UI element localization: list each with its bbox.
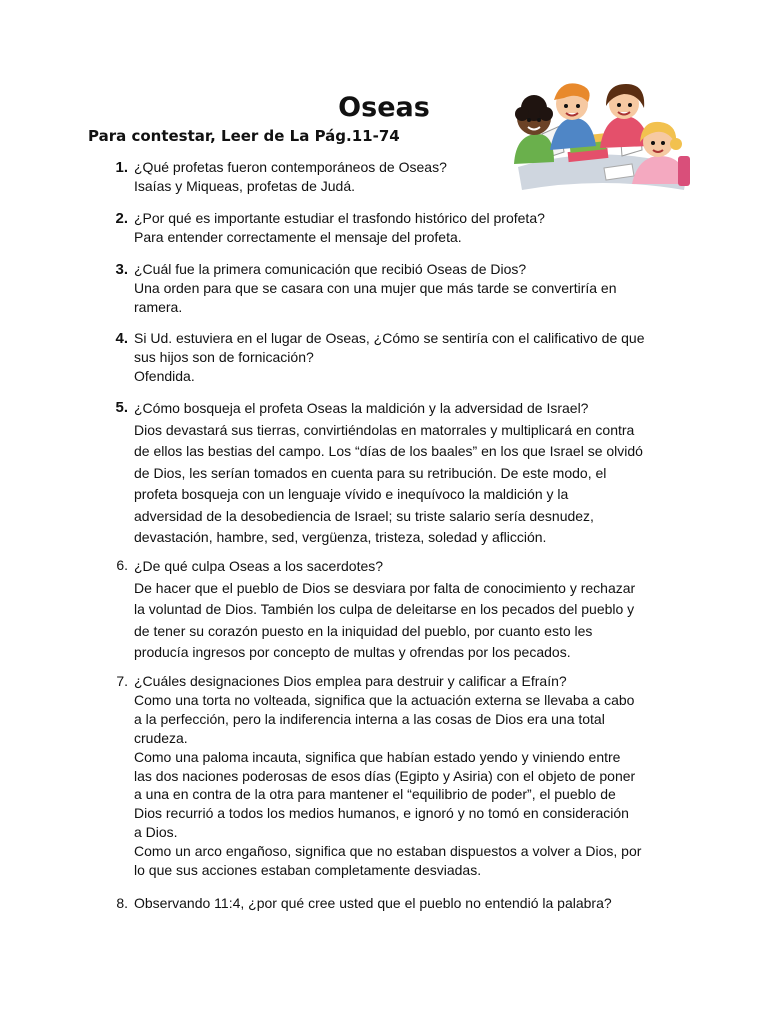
question-number: 7. bbox=[116, 673, 128, 689]
question-body bbox=[134, 672, 682, 880]
answer-text: de tener su corazón puesto en la iniquidad del pueblo, por cuanto esto les bbox=[134, 622, 593, 639]
answer-text: Para entender correctamente el mensaje del profeta. bbox=[134, 229, 462, 245]
question-number: 3. bbox=[115, 261, 128, 278]
answer-text: de Dios, les serían tomados en cuenta para su retribución. De este modo, el bbox=[134, 464, 607, 481]
answer-text: a Dios. bbox=[134, 824, 178, 841]
answer-text: Como un arco engañoso, significa que no estaban dispuestos a volver a Dios, por bbox=[134, 843, 642, 860]
answer-text: Como una torta no volteada, significa que la actuación externa se llevaba a cabo bbox=[134, 691, 635, 708]
answer-text: a la perfección, pero la indiferencia interna a las cosas de Dios era una total bbox=[134, 710, 605, 727]
question-number: 4. bbox=[115, 330, 128, 347]
question-body bbox=[134, 398, 682, 549]
question-text: sus hijos son de fornicación? bbox=[134, 349, 314, 365]
answer-text: crudeza. bbox=[134, 729, 188, 746]
answer-text: Dios recurrió a todos los medios humanos, e ignoró y no tomó en consideración bbox=[134, 805, 629, 822]
question-body bbox=[134, 260, 682, 317]
question-text: ¿De qué culpa Oseas a los sacerdotes? bbox=[134, 558, 384, 574]
question-body bbox=[134, 556, 682, 664]
answer-text: profeta bosqueja con un lenguaje vívido e inequívoco la maldición y la bbox=[134, 486, 569, 502]
answer-text: devastación, hambre, sed, vergüenza, tristeza, soledad y aflicción. bbox=[134, 529, 547, 545]
document-title: Oseas bbox=[338, 92, 430, 123]
question-text: Observando 11:4, ¿por qué cree usted que el pueblo no entendió la palabra? bbox=[134, 895, 612, 911]
question-text: Si Ud. estuviera en el lugar de Oseas, ¿Cómo se sentiría con el calificativo de que bbox=[134, 330, 645, 346]
answer-text: lo que sus acciones estaban completamente desviadas. bbox=[134, 862, 482, 879]
answer-text: a una en contra de la otra para mantener el “equilibrio de poder”, el pueblo de bbox=[134, 786, 616, 803]
question-text: ¿Cómo bosqueja el profeta Oseas la maldición y la adversidad de Israel? bbox=[134, 400, 589, 416]
document-subtitle: Para contestar, Leer de La Pág.11-74 bbox=[88, 127, 400, 145]
question-number: 6. bbox=[116, 557, 128, 573]
question-text: ¿Qué profetas fueron contemporáneos de Oseas? bbox=[134, 159, 447, 175]
answer-text: Como una paloma incauta, significa que habían estado yendo y viniendo entre bbox=[134, 748, 621, 765]
question-text: ¿Cuáles designaciones Dios emplea para destruir y calificar a Efraín? bbox=[134, 673, 567, 689]
answer-text: adversidad de la desobediencia de Israel; su triste salario sería desnudez, bbox=[134, 507, 594, 524]
question-body bbox=[134, 158, 682, 196]
answer-text: producía ingresos por concepto de multas y ofrendas por los pecados. bbox=[134, 644, 571, 660]
question-body bbox=[134, 894, 682, 913]
question-body bbox=[134, 209, 682, 247]
question-number: 5. bbox=[115, 399, 128, 416]
answer-text: Dios devastará sus tierras, convirtiéndolas en matorrales y multiplicará en contra bbox=[134, 421, 635, 438]
answer-text: Isaías y Miqueas, profetas de Judá. bbox=[134, 178, 356, 194]
answer-text: de ellos las bestias del campo. Los “días de los baales” en los que Israel se olvidó bbox=[134, 443, 643, 459]
answer-text: De hacer que el pueblo de Dios se desviara por falta de conocimiento y rechazar bbox=[134, 579, 636, 596]
question-number: 2. bbox=[115, 210, 128, 227]
question-number: 8. bbox=[116, 895, 128, 911]
question-text: ¿Cuál fue la primera comunicación que recibió Oseas de Dios? bbox=[134, 261, 527, 277]
question-text: ¿Por qué es importante estudiar el trasfondo histórico del profeta? bbox=[134, 210, 545, 226]
question-number: 1. bbox=[115, 159, 128, 176]
answer-text: ramera. bbox=[134, 299, 183, 315]
answer-text: Ofendida. bbox=[134, 368, 195, 384]
answer-text: Una orden para que se casara con una mujer que más tarde se convertiría en bbox=[134, 280, 617, 296]
answer-text: las dos naciones poderosas de esos días (Egipto y Asiria) con el objeto de poner bbox=[134, 767, 636, 784]
question-body bbox=[134, 329, 682, 386]
answer-text: la voluntad de Dios. También los culpa de deleitarse en los pecados del pueblo y bbox=[134, 601, 635, 617]
